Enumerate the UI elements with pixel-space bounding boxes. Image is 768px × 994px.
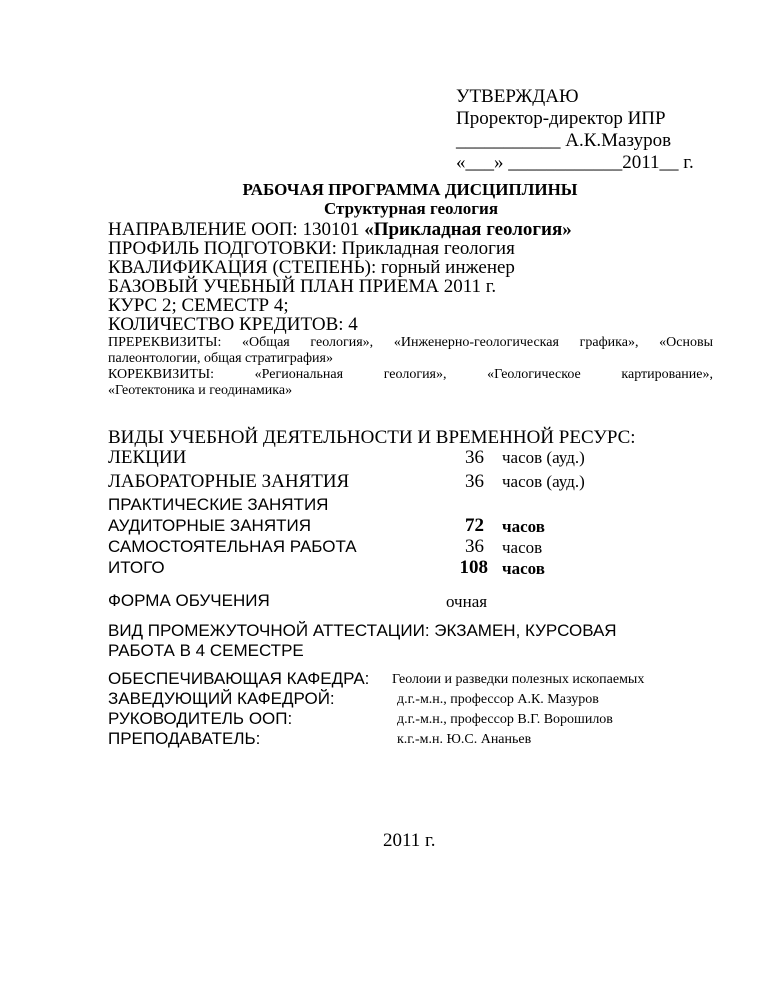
staff-value-teacher: к.г.-м.н. Ю.С. Ананьев (397, 732, 532, 747)
staff-label-teacher: ПРЕПОДАВАТЕЛЬ: (108, 729, 261, 748)
course-line: КУРС 2; СЕМЕСТР 4; (108, 295, 289, 316)
activity-label-lectures: ЛЕКЦИИ (108, 447, 187, 468)
profile-line: ПРОФИЛЬ ПОДГОТОВКИ: Прикладная геология (108, 238, 515, 259)
activity-label-practice: ПРАКТИЧЕСКИЕ ЗАНЯТИЯ (108, 495, 329, 514)
activity-value-labs: 36 (465, 471, 484, 492)
approval-date-line: «___» ____________2011__ г. (456, 152, 694, 173)
activity-value-self-study: 36 (465, 536, 484, 557)
staff-value-department: Геолоии и разведки полезных ископаемых (392, 672, 645, 687)
activity-unit-total: часов (502, 559, 545, 578)
study-form-label: ФОРМА ОБУЧЕНИЯ (108, 591, 270, 610)
footer-year: 2011 г. (383, 830, 436, 851)
activity-label-classroom: АУДИТОРНЫЕ ЗАНЯТИЯ (108, 516, 311, 535)
approval-block (456, 86, 694, 174)
activity-label-labs: ЛАБОРАТОРНЫЕ ЗАНЯТИЯ (108, 471, 350, 492)
prerequisites-line-1: ПРЕРЕКВИЗИТЫ: «Общая геология», «Инженерно-геологическая графика», «Основы (108, 335, 713, 350)
credits-line: КОЛИЧЕСТВО КРЕДИТОВ: 4 (108, 314, 358, 335)
staff-label-department: ОБЕСПЕЧИВАЮЩАЯ КАФЕДРА: (108, 669, 370, 688)
doc-title: РАБОЧАЯ ПРОГРАММА ДИСЦИПЛИНЫ (242, 180, 578, 199)
activity-value-classroom: 72 (465, 515, 484, 536)
attestation-line-2: РАБОТА В 4 СЕМЕСТРЕ (108, 641, 304, 660)
activity-label-self-study: САМОСТОЯТЕЛЬНАЯ РАБОТА (108, 537, 357, 556)
direction-name: «Прикладная геология» (364, 219, 572, 240)
staff-value-head: д.г.-м.н., профессор А.К. Мазуров (397, 692, 599, 707)
discipline-title: Структурная геология (323, 199, 499, 218)
qualification-line: КВАЛИФИКАЦИЯ (СТЕПЕНЬ): горный инженер (108, 257, 515, 278)
staff-label-head: ЗАВЕДУЮЩИЙ КАФЕДРОЙ: (108, 689, 335, 708)
direction-prefix: НАПРАВЛЕНИЕ ООП: 130101 (108, 219, 365, 240)
approval-position: Проректор-директор ИПР (456, 108, 666, 129)
activity-unit-lectures: часов (ауд.) (502, 448, 585, 467)
corequisites-line-2: «Геотектоника и геодинамика» (108, 383, 293, 398)
approval-signature-line: ___________ А.К.Мазуров (456, 130, 672, 151)
activity-label-total: ИТОГО (108, 558, 165, 577)
base-plan-line: БАЗОВЫЙ УЧЕБНЫЙ ПЛАН ПРИЕМА 2011 г. (108, 276, 497, 297)
activity-value-lectures: 36 (465, 447, 484, 468)
activity-unit-classroom: часов (502, 517, 545, 536)
approval-title: УТВЕРЖДАЮ (456, 86, 579, 107)
activities-heading: ВИДЫ УЧЕБНОЙ ДЕЯТЕЛЬНОСТИ И ВРЕМЕННОЙ РЕСУРС: (108, 427, 636, 448)
staff-label-program-lead: РУКОВОДИТЕЛЬ ООП: (108, 709, 293, 728)
study-form-value: очная (446, 592, 488, 611)
activity-unit-labs: часов (ауд.) (502, 472, 585, 491)
activity-value-total: 108 (459, 557, 488, 578)
staff-value-program-lead: д.г.-м.н., профессор В.Г. Ворошилов (397, 712, 613, 727)
activity-unit-self-study: часов (502, 538, 543, 557)
prerequisites-line-2: палеонтологии, общая стратиграфия» (108, 351, 333, 366)
attestation-line-1: ВИД ПРОМЕЖУТОЧНОЙ АТТЕСТАЦИИ: ЭКЗАМЕН, КУРСОВАЯ (108, 621, 617, 640)
corequisites-line-1: КОРЕКВИЗИТЫ: «Региональная геология», «Геологическое картирование», (108, 367, 713, 382)
